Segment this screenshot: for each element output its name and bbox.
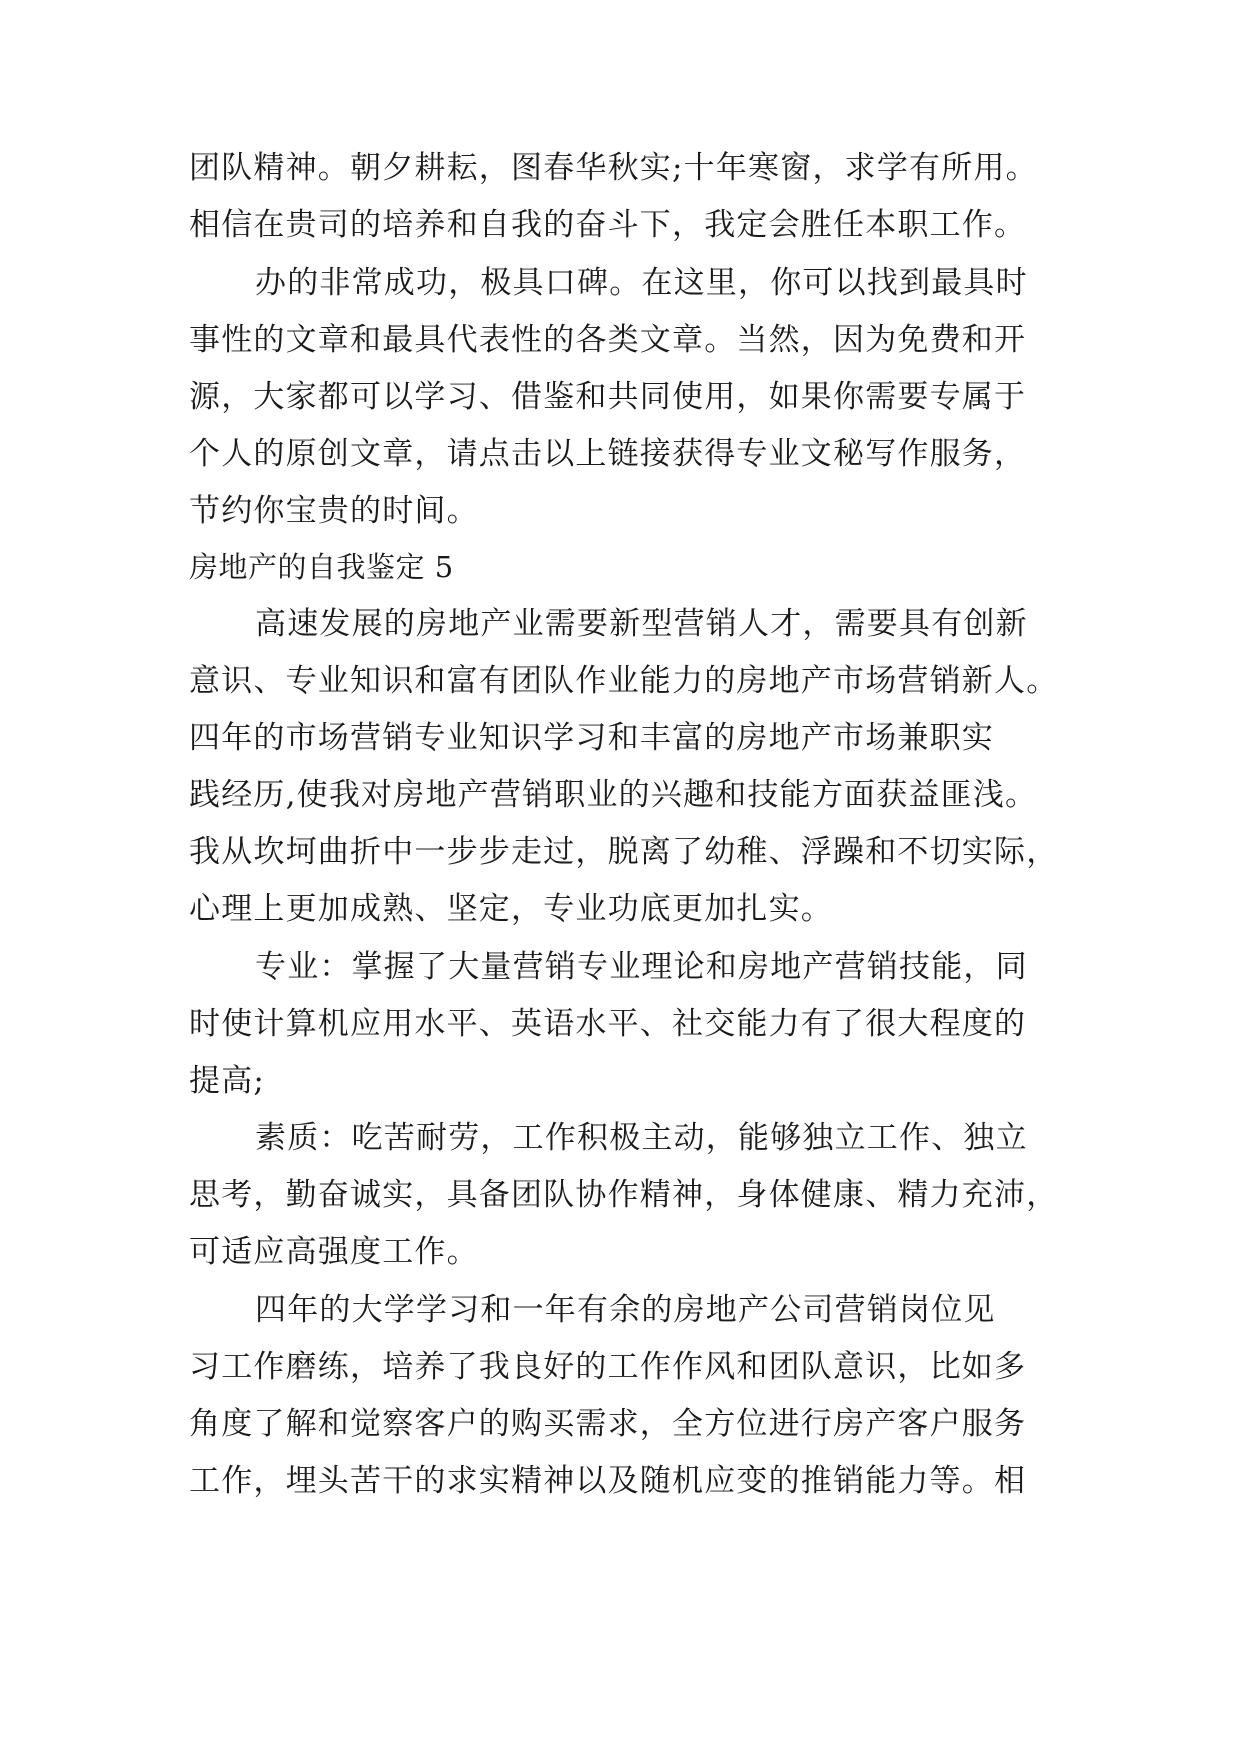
section-heading: 房地产的自我鉴定 5 xyxy=(189,550,454,584)
text-line: 高速发展的房地产业需要新型营销人才，需要具有创新 xyxy=(255,606,1028,642)
text-line: 四年的大学学习和一年有余的房地产公司营销岗位见 xyxy=(255,1292,996,1328)
text-line: 时使计算机应用水平、英语水平、社交能力有了很大程度的 xyxy=(189,1006,1027,1042)
text-line: 思考，勤奋诚实，具备团队协作精神，身体健康、精力充沛， xyxy=(189,1177,1059,1213)
text-line: 源，大家都可以学习、借鉴和共同使用，如果你需要专属于 xyxy=(189,379,1027,415)
text-line: 可适应高强度工作。 xyxy=(189,1234,479,1270)
text-line: 角度了解和觉察客户的购买需求，全方位进行房产客户服务 xyxy=(189,1406,1027,1442)
text-line: 个人的原创文章，请点击以上链接获得专业文秘写作服务， xyxy=(189,436,1027,472)
text-line: 工作，埋头苦干的求实精神以及随机应变的推销能力等。相 xyxy=(189,1463,1027,1499)
text-line: 节约你宝贵的时间。 xyxy=(189,493,479,529)
text-line: 践经历,使我对房地产营销职业的兴趣和技能方面获益匪浅。 xyxy=(189,777,1038,813)
text-line: 事性的文章和最具代表性的各类文章。当然，因为免费和开 xyxy=(189,322,1027,358)
text-line: 专业：掌握了大量营销专业理论和房地产营销技能，同 xyxy=(255,949,1028,985)
text-line: 办的非常成功，极具口碑。在这里，你可以找到最具时 xyxy=(255,265,1028,301)
text-line: 意识、专业知识和富有团队作业能力的房地产市场营销新人。 xyxy=(189,663,1059,699)
text-line: 我从坎坷曲折中一步步走过，脱离了幼稚、浮躁和不切实际， xyxy=(189,834,1059,870)
text-line: 团队精神。朝夕耕耘，图春华秋实;十年寒窗，求学有所用。 xyxy=(189,150,1038,186)
text-line: 四年的市场营销专业知识学习和丰富的房地产市场兼职实 xyxy=(189,720,994,756)
text-line: 习工作磨练，培养了我良好的工作作风和团队意识，比如多 xyxy=(189,1349,1027,1385)
text-line: 提高; xyxy=(189,1063,266,1099)
text-line: 相信在贵司的培养和自我的奋斗下，我定会胜任本职工作。 xyxy=(189,207,1027,243)
text-line: 素质：吃苦耐劳，工作积极主动，能够独立工作、独立 xyxy=(255,1120,1028,1156)
text-line: 心理上更加成熟、坚定，专业功底更加扎实。 xyxy=(189,891,833,927)
